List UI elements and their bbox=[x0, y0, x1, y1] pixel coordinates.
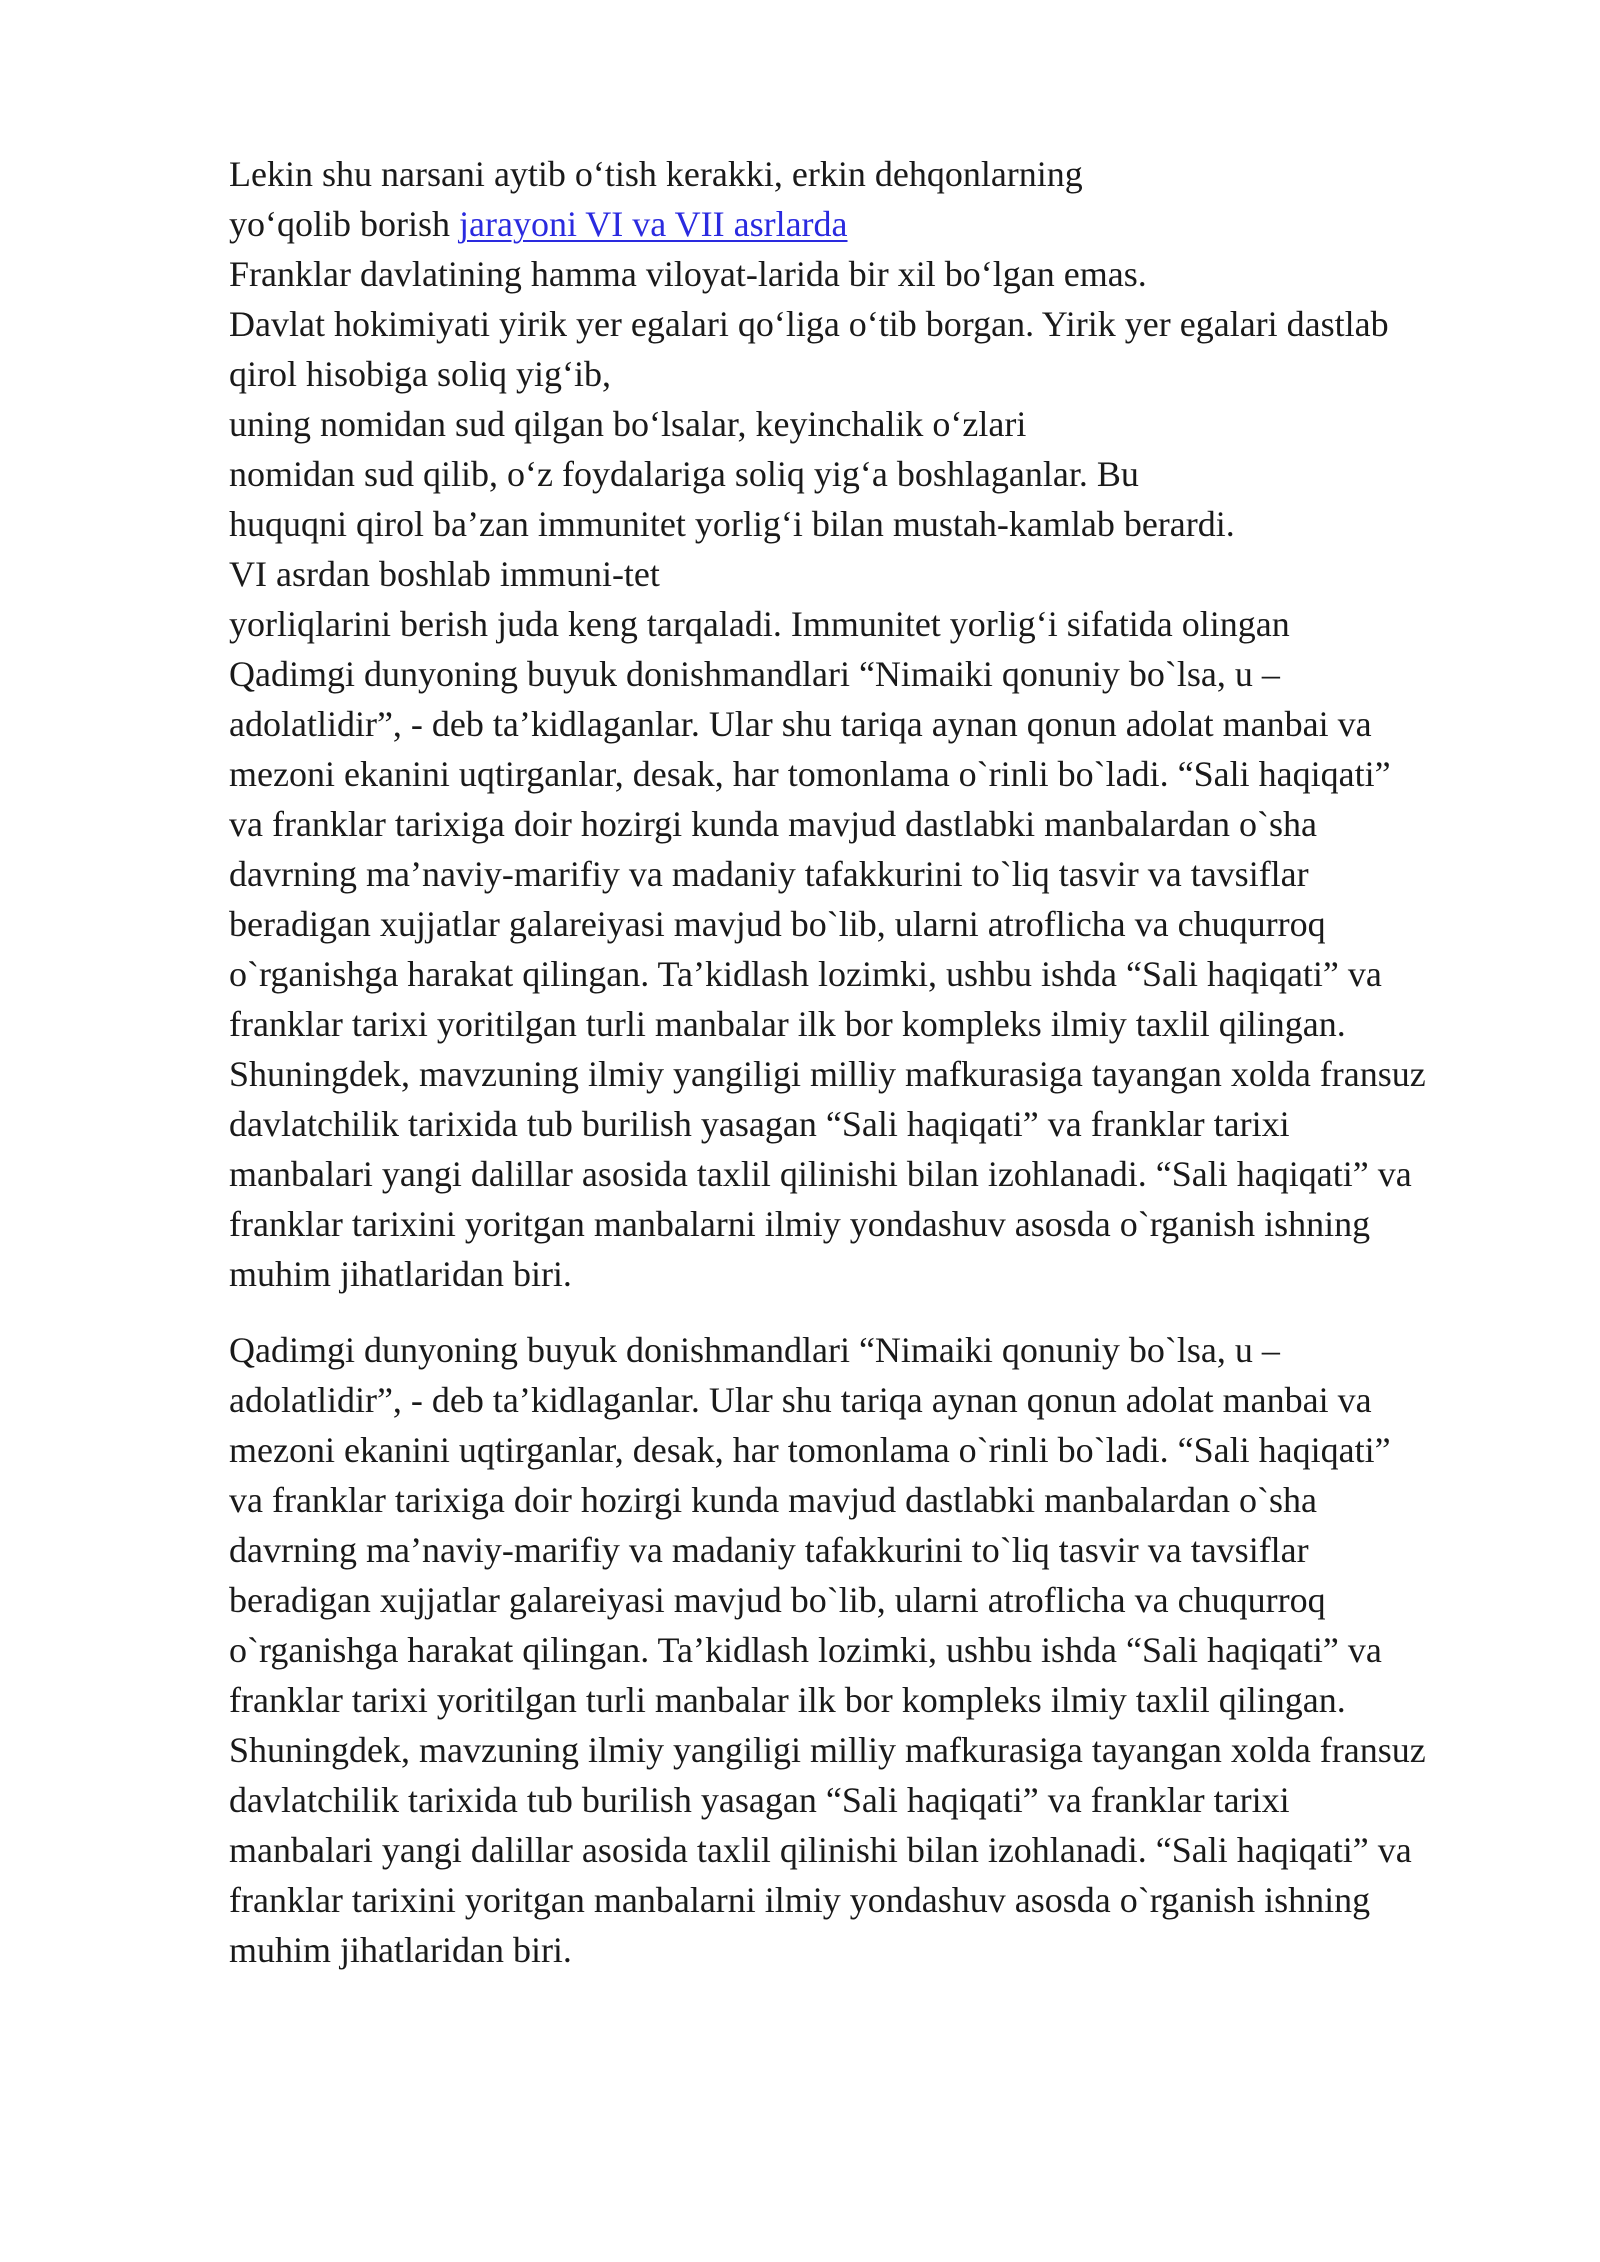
paragraph-line: franklar tarixi yoritilgan turli manbalar ilk bor kompleks ilmiy taxlil qilingan. bbox=[229, 1004, 1346, 1044]
intro-line: yorliqlarini berish juda keng tarqaladi. Immunitet yorlig‘i sifatida olingan bbox=[229, 604, 1290, 644]
paragraph-line: davrning ma’naviy-marifiy va madaniy tafakkurini to`liq tasvir va tavsiflar bbox=[229, 854, 1309, 894]
paragraph-line: franklar tarixi yoritilgan turli manbalar ilk bor kompleks ilmiy taxlil qilingan. bbox=[229, 1680, 1346, 1720]
intro-line-prefix: yo‘qolib borish bbox=[229, 204, 459, 244]
paragraph-line: beradigan xujjatlar galareiyasi mavjud bo`lib, ularni atroflicha va chuqurroq bbox=[229, 1580, 1326, 1620]
paragraph-2 bbox=[229, 1325, 1529, 1975]
paragraph-line: franklar tarixini yoritgan manbalarni ilmiy yondashuv asosda o`rganish ishning bbox=[229, 1880, 1371, 1920]
paragraph-line: adolatlidir”, - deb ta’kidlaganlar. Ular shu tariqa aynan qonun adolat manbai va bbox=[229, 704, 1372, 744]
paragraph-1 bbox=[229, 649, 1529, 1299]
intro-block bbox=[229, 149, 1529, 649]
paragraph-line: davlatchilik tarixida tub burilish yasagan “Sali haqiqati” va franklar tarixi bbox=[229, 1780, 1290, 1820]
paragraph-line: mezoni ekanini uqtirganlar, desak, har tomonlama o`rinli bo`ladi. “Sali haqiqati” bbox=[229, 754, 1391, 794]
paragraph-line: muhim jihatlaridan biri. bbox=[229, 1254, 572, 1294]
paragraph-line: Shuningdek, mavzuning ilmiy yangiligi milliy mafkurasiga tayangan xolda fransuz bbox=[229, 1730, 1426, 1770]
paragraph-line: Qadimgi dunyoning buyuk donishmandlari “Nimaiki qonuniy bo`lsa, u – bbox=[229, 654, 1280, 694]
intro-line: Davlat hokimiyati yirik yer egalari qo‘liga o‘tib borgan. Yirik yer egalari dastlab bbox=[229, 304, 1389, 344]
intro-line: nomidan sud qilib, o‘z foydalariga soliq yig‘a boshlaganlar. Bu bbox=[229, 454, 1139, 494]
document-body bbox=[229, 149, 1529, 1975]
intro-line: Lekin shu narsani aytib o‘tish kerakki, erkin dehqonlarning bbox=[229, 154, 1083, 194]
paragraph-line: adolatlidir”, - deb ta’kidlaganlar. Ular shu tariqa aynan qonun adolat manbai va bbox=[229, 1380, 1372, 1420]
paragraph-line: va franklar tarixiga doir hozirgi kunda mavjud dastlabki manbalardan o`sha bbox=[229, 1480, 1317, 1520]
paragraph-line: franklar tarixini yoritgan manbalarni ilmiy yondashuv asosda o`rganish ishning bbox=[229, 1204, 1371, 1244]
jarayoni-link[interactable]: jarayoni VI va VII asrlarda bbox=[459, 204, 848, 244]
intro-line: huquqni qirol ba’zan immunitet yorlig‘i bilan mustah-kamlab berardi. bbox=[229, 504, 1235, 544]
paragraph-line: o`rganishga harakat qilingan. Ta’kidlash lozimki, ushbu ishda “Sali haqiqati” va bbox=[229, 954, 1382, 994]
paragraph-line: Shuningdek, mavzuning ilmiy yangiligi milliy mafkurasiga tayangan xolda fransuz bbox=[229, 1054, 1426, 1094]
paragraph-line: manbalari yangi dalillar asosida taxlil qilinishi bilan izohlanadi. “Sali haqiqati” va bbox=[229, 1154, 1412, 1194]
intro-line: qirol hisobiga soliq yig‘ib, bbox=[229, 354, 611, 394]
paragraph-line: va franklar tarixiga doir hozirgi kunda mavjud dastlabki manbalardan o`sha bbox=[229, 804, 1317, 844]
paragraph-line: beradigan xujjatlar galareiyasi mavjud bo`lib, ularni atroflicha va chuqurroq bbox=[229, 904, 1326, 944]
paragraph-line: muhim jihatlaridan biri. bbox=[229, 1930, 572, 1970]
paragraph-line: manbalari yangi dalillar asosida taxlil qilinishi bilan izohlanadi. “Sali haqiqati” va bbox=[229, 1830, 1412, 1870]
paragraph-line: mezoni ekanini uqtirganlar, desak, har tomonlama o`rinli bo`ladi. “Sali haqiqati” bbox=[229, 1430, 1391, 1470]
paragraph-spacer bbox=[229, 1299, 1529, 1325]
paragraph-line: Qadimgi dunyoning buyuk donishmandlari “Nimaiki qonuniy bo`lsa, u – bbox=[229, 1330, 1280, 1370]
intro-line-with-link bbox=[229, 199, 1529, 249]
intro-line: Franklar davlatining hamma viloyat-larida bir xil bo‘lgan emas. bbox=[229, 254, 1147, 294]
intro-line: VI asrdan boshlab immuni-tet bbox=[229, 554, 660, 594]
intro-line: uning nomidan sud qilgan bo‘lsalar, keyinchalik o‘zlari bbox=[229, 404, 1027, 444]
paragraph-line: davlatchilik tarixida tub burilish yasagan “Sali haqiqati” va franklar tarixi bbox=[229, 1104, 1290, 1144]
paragraph-line: o`rganishga harakat qilingan. Ta’kidlash lozimki, ushbu ishda “Sali haqiqati” va bbox=[229, 1630, 1382, 1670]
paragraph-line: davrning ma’naviy-marifiy va madaniy tafakkurini to`liq tasvir va tavsiflar bbox=[229, 1530, 1309, 1570]
